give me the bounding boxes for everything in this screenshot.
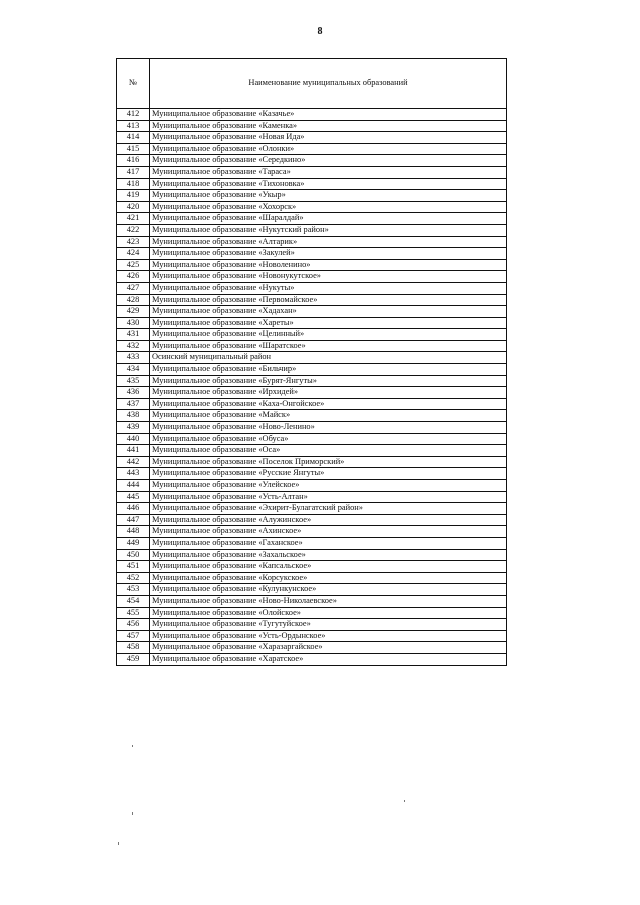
row-number: 456	[117, 619, 150, 631]
row-number: 415	[117, 143, 150, 155]
table-row	[117, 294, 507, 306]
row-name: Муниципальное образование «Хадахан»	[150, 306, 507, 318]
row-number: 427	[117, 282, 150, 294]
row-number: 451	[117, 561, 150, 573]
table-row	[117, 584, 507, 596]
row-number: 454	[117, 595, 150, 607]
row-name: Муниципальное образование «Ирхидей»	[150, 387, 507, 399]
row-name: Муниципальное образование «Захальское»	[150, 549, 507, 561]
table-row	[117, 364, 507, 376]
table-row	[117, 120, 507, 132]
row-number: 412	[117, 109, 150, 121]
table-row	[117, 329, 507, 341]
row-number: 428	[117, 294, 150, 306]
row-name: Муниципальное образование «Бурят-Янгуты»	[150, 375, 507, 387]
table-row	[117, 109, 507, 121]
row-name: Муниципальное образование «Эхирит-Булагатский район»	[150, 503, 507, 515]
row-name: Муниципальное образование «Поселок Приморский»	[150, 456, 507, 468]
row-number: 425	[117, 259, 150, 271]
row-name: Муниципальное образование «Каменка»	[150, 120, 507, 132]
row-number: 421	[117, 213, 150, 225]
table-row	[117, 491, 507, 503]
table-row	[117, 410, 507, 422]
header-name: Наименование муниципальных образований	[150, 59, 507, 109]
scan-speck	[132, 812, 133, 815]
scan-speck	[404, 800, 405, 802]
row-number: 438	[117, 410, 150, 422]
row-number: 426	[117, 271, 150, 283]
table-row	[117, 166, 507, 178]
row-name: Муниципальное образование «Нукуты»	[150, 282, 507, 294]
table-row	[117, 224, 507, 236]
table-row	[117, 503, 507, 515]
table-row	[117, 398, 507, 410]
table-row	[117, 422, 507, 434]
row-number: 422	[117, 224, 150, 236]
row-name: Муниципальное образование «Хохорск»	[150, 201, 507, 213]
row-number: 458	[117, 642, 150, 654]
row-name: Муниципальное образование «Ново-Николаевское»	[150, 595, 507, 607]
row-number: 450	[117, 549, 150, 561]
row-name: Муниципальное образование «Середкино»	[150, 155, 507, 167]
row-number: 419	[117, 190, 150, 202]
row-number: 444	[117, 480, 150, 492]
row-name: Муниципальное образование «Целинный»	[150, 329, 507, 341]
table-row	[117, 259, 507, 271]
row-name: Муниципальное образование «Майск»	[150, 410, 507, 422]
row-name: Муниципальное образование «Закулей»	[150, 248, 507, 260]
row-number: 433	[117, 352, 150, 364]
row-number: 455	[117, 607, 150, 619]
row-number: 416	[117, 155, 150, 167]
table-row	[117, 514, 507, 526]
row-name: Муниципальное образование «Хареты»	[150, 317, 507, 329]
table-row	[117, 526, 507, 538]
row-number: 439	[117, 422, 150, 434]
table-row	[117, 630, 507, 642]
row-name: Муниципальное образование «Бильчир»	[150, 364, 507, 376]
row-number: 430	[117, 317, 150, 329]
row-number: 459	[117, 653, 150, 665]
row-number: 446	[117, 503, 150, 515]
row-name: Муниципальное образование «Харатское»	[150, 653, 507, 665]
table-header	[117, 59, 507, 109]
row-number: 440	[117, 433, 150, 445]
table-row	[117, 445, 507, 457]
table-row	[117, 433, 507, 445]
row-number: 414	[117, 132, 150, 144]
row-name: Осинский муниципальный район	[150, 352, 507, 364]
table-row	[117, 653, 507, 665]
row-number: 442	[117, 456, 150, 468]
row-name: Муниципальное образование «Новонукутское»	[150, 271, 507, 283]
row-name: Муниципальное образование «Алужинское»	[150, 514, 507, 526]
row-name: Муниципальное образование «Тихоновка»	[150, 178, 507, 190]
page-number: 8	[317, 26, 323, 37]
row-number: 452	[117, 572, 150, 584]
row-name: Муниципальное образование «Капсальское»	[150, 561, 507, 573]
municipalities-table	[116, 58, 507, 666]
table-row	[117, 352, 507, 364]
row-name: Муниципальное образование «Алтарик»	[150, 236, 507, 248]
row-name: Муниципальное образование «Олонки»	[150, 143, 507, 155]
table-row	[117, 480, 507, 492]
table-row	[117, 595, 507, 607]
row-name: Муниципальное образование «Корсукское»	[150, 572, 507, 584]
row-number: 435	[117, 375, 150, 387]
table-row	[117, 317, 507, 329]
row-name: Муниципальное образование «Русские Янгуты»	[150, 468, 507, 480]
row-name: Муниципальное образование «Нукутский район»	[150, 224, 507, 236]
row-number: 449	[117, 537, 150, 549]
row-name: Муниципальное образование «Усть-Алтан»	[150, 491, 507, 503]
table-row	[117, 572, 507, 584]
row-number: 423	[117, 236, 150, 248]
header-row	[117, 59, 507, 109]
table-row	[117, 213, 507, 225]
row-number: 436	[117, 387, 150, 399]
table-row	[117, 282, 507, 294]
row-number: 424	[117, 248, 150, 260]
row-name: Муниципальное образование «Тугутуйское»	[150, 619, 507, 631]
row-name: Муниципальное образование «Харазаргайское»	[150, 642, 507, 654]
row-name: Муниципальное образование «Каха-Онгойское»	[150, 398, 507, 410]
row-name: Муниципальное образование «Усть-Ордынское»	[150, 630, 507, 642]
row-name: Муниципальное образование «Улейское»	[150, 480, 507, 492]
row-name: Муниципальное образование «Шаратское»	[150, 340, 507, 352]
table-row	[117, 271, 507, 283]
table-row	[117, 132, 507, 144]
row-name: Муниципальное образование «Ново-Ленино»	[150, 422, 507, 434]
table-row	[117, 537, 507, 549]
row-name: Муниципальное образование «Олойское»	[150, 607, 507, 619]
row-name: Муниципальное образование «Первомайское»	[150, 294, 507, 306]
row-number: 447	[117, 514, 150, 526]
table-row	[117, 387, 507, 399]
row-number: 413	[117, 120, 150, 132]
row-name: Муниципальное образование «Ахинское»	[150, 526, 507, 538]
table-row	[117, 306, 507, 318]
row-name: Муниципальное образование «Казачье»	[150, 109, 507, 121]
table-row	[117, 201, 507, 213]
row-number: 417	[117, 166, 150, 178]
table-row	[117, 561, 507, 573]
table-row	[117, 340, 507, 352]
row-name: Муниципальное образование «Оса»	[150, 445, 507, 457]
row-number: 418	[117, 178, 150, 190]
row-name: Муниципальное образование «Гаханское»	[150, 537, 507, 549]
row-number: 437	[117, 398, 150, 410]
table-row	[117, 456, 507, 468]
table-row	[117, 155, 507, 167]
row-number: 420	[117, 201, 150, 213]
scan-speck	[118, 842, 119, 845]
row-name: Муниципальное образование «Кулункунское»	[150, 584, 507, 596]
table-row	[117, 619, 507, 631]
row-name: Муниципальное образование «Тараса»	[150, 166, 507, 178]
table-row	[117, 607, 507, 619]
row-name: Муниципальное образование «Укыр»	[150, 190, 507, 202]
table-row	[117, 375, 507, 387]
row-number: 453	[117, 584, 150, 596]
row-number: 441	[117, 445, 150, 457]
table-row	[117, 190, 507, 202]
row-number: 432	[117, 340, 150, 352]
row-name: Муниципальное образование «Новая Ида»	[150, 132, 507, 144]
table-row	[117, 642, 507, 654]
row-number: 445	[117, 491, 150, 503]
row-number: 457	[117, 630, 150, 642]
row-number: 434	[117, 364, 150, 376]
row-number: 448	[117, 526, 150, 538]
table-row	[117, 178, 507, 190]
scan-speck	[132, 745, 133, 747]
table-row	[117, 468, 507, 480]
header-number: №	[117, 59, 150, 109]
table-row	[117, 549, 507, 561]
row-number: 431	[117, 329, 150, 341]
table-row	[117, 236, 507, 248]
row-number: 429	[117, 306, 150, 318]
table-body	[117, 109, 507, 666]
row-number: 443	[117, 468, 150, 480]
row-name: Муниципальное образование «Обуса»	[150, 433, 507, 445]
row-name: Муниципальное образование «Новоленино»	[150, 259, 507, 271]
table-row	[117, 248, 507, 260]
table-row	[117, 143, 507, 155]
row-name: Муниципальное образование «Шаралдай»	[150, 213, 507, 225]
